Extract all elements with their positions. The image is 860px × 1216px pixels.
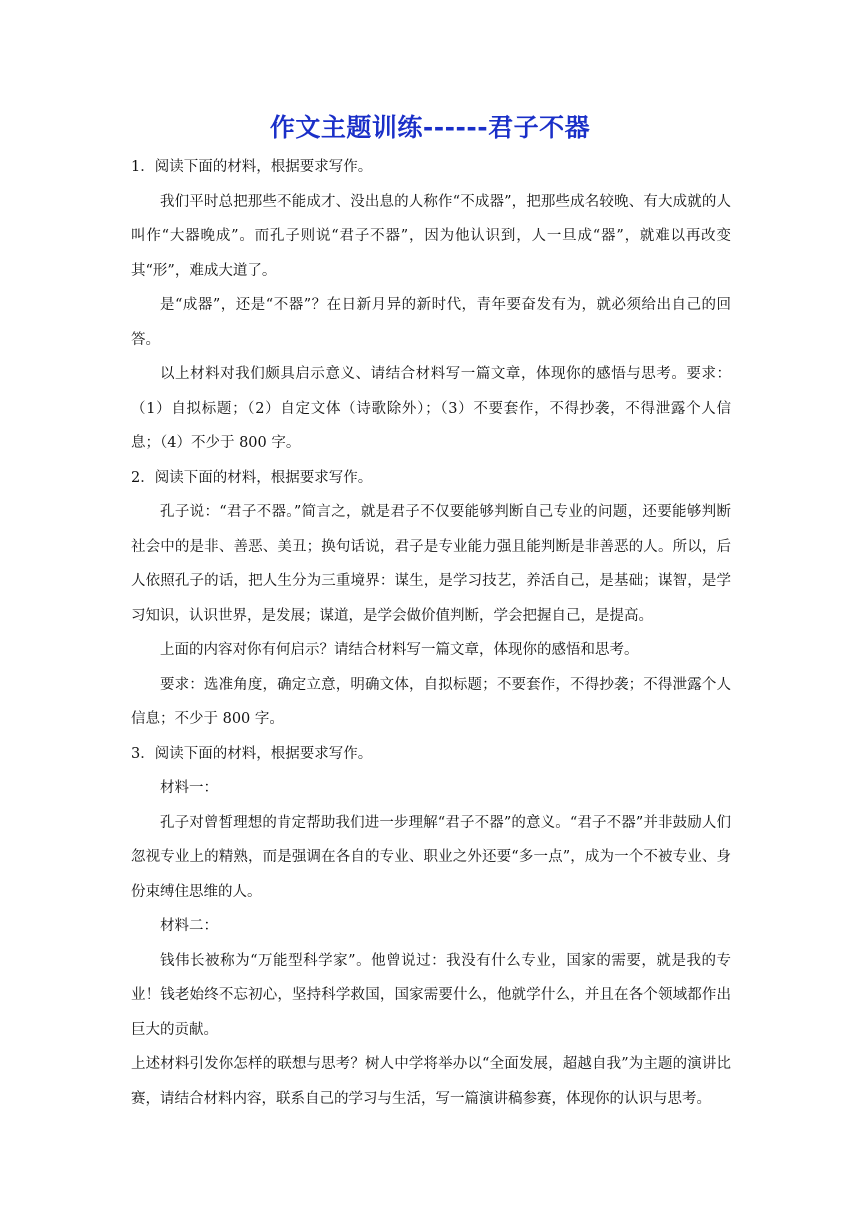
material-2-label: 材料二： [160,918,218,934]
question-2-heading: 2．阅读下面的材料，根据要求写作。 [131,469,373,486]
question-1-heading: 1．阅读下面的材料，根据要求写作。 [131,159,373,175]
question-2-paragraph-1: 孔子说：“君子不器。”简言之，就是君子不仅要能够判断自己专业的问题，还要能够判断社会中的是非、善恶、美丑；换句话说，君子是专业能力强且能判断是非善恶的人。所以，后人依照孔子的话，把人生分为三重境界：谋生，是学习技艺，养活自己，是基础；谋智，是学习知识，认识世界，是发展；谋道，是学会做价值判断，学会把握自己，是提高。 [131,504,731,624]
question-1-paragraph-1: 我们平时总把那些不能成才、没出息的人称作“不成器”，把那些成名较晚、有大成就的人叫作“大器晚成”。而孔子则说“君子不器”，因为他认识到，人一旦成“器”，就难以再改变其“形”，难成大道了。 [131,193,731,279]
material-1-text: 孔子对曾皙理想的肯定帮助我们进一步理解“君子不器”的意义。“君子不器”并非鼓励人们忽视专业上的精熟，而是强调在各自的专业、职业之外还要“多一点”，成为一个不被专业、身份束缚住思维的人。 [131,814,731,900]
question-3-closing: 上述材料引发你怎样的联想与思考？树人中学将举办以“全面发展，超越自我”为主题的演讲比赛，请结合材料内容，联系自己的学习与生活，写一篇演讲稿参赛，体现你的认识与思考。 [131,1056,731,1107]
document-body [131,150,731,1116]
question-3-heading: 3．阅读下面的材料，根据要求写作。 [131,745,373,762]
material-2-text: 钱伟长被称为“万能型科学家”。他曾说过：我没有什么专业，国家的需要，就是我的专业！钱老始终不忘初心，坚持科学救国，国家需要什么，他就学什么，并且在各个领域都作出巨大的贡献。 [131,952,731,1038]
question-1-paragraph-3: 以上材料对我们颇具启示意义、请结合材料写一篇文章，体现你的感悟与思考。要求：（1）自拟标题；（2）自定文体（诗歌除外）；（3）不要套作，不得抄袭，不得泄露个人信息；（4）不少于 800 字。 [131,366,731,451]
question-2-paragraph-2: 上面的内容对你有何启示？请结合材料写一篇文章，体现你的感悟和思考。 [160,642,639,658]
question-1-paragraph-2: 是“成器”，还是“不器”？在日新月异的新时代，青年要奋发有为，就必须给出自己的回答。 [131,297,731,348]
material-1-label: 材料一： [160,780,218,796]
question-2-paragraph-3: 要求：选准角度，确定立意，明确文体，自拟标题；不要套作，不得抄袭；不得泄露个人信息；不少于 800 字。 [131,676,731,727]
page-title: 作文主题训练------君子不器 [269,113,591,142]
